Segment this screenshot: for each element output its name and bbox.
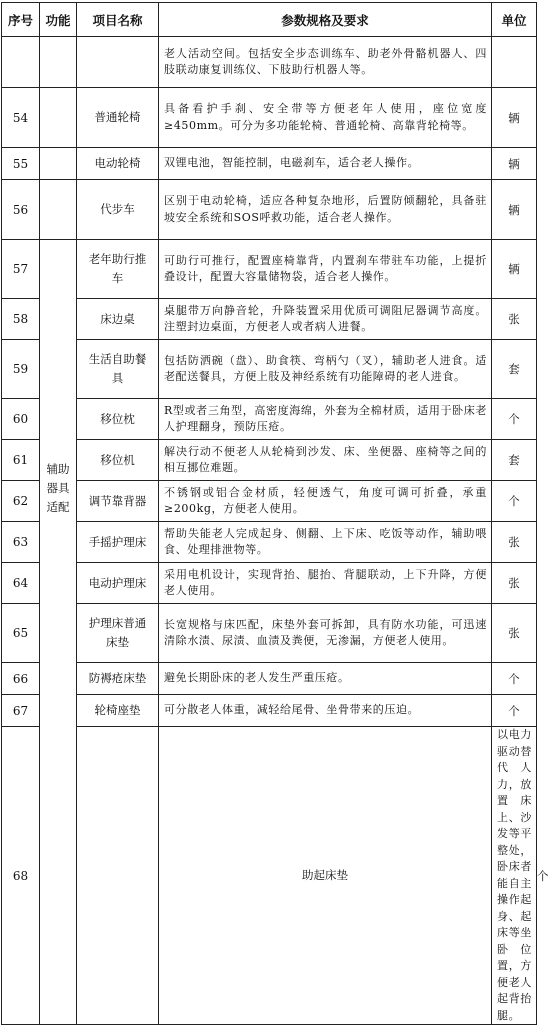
cell-unit: 个 <box>492 399 537 440</box>
cell-unit: 张 <box>492 563 537 604</box>
table-row <box>2 340 537 399</box>
table-row <box>2 522 537 563</box>
cell-spec: 双锂电池，智能控制，电磁刹车，适合老人操作。 <box>159 148 492 180</box>
cell-spec: 区别于电动轮椅，适应各种复杂地形，后置防倾翻轮，具备驻坡安全系统和SOS呼救功能，适合老人操作。 <box>159 180 492 240</box>
table-header-row <box>2 3 537 37</box>
cell-seq: 68 <box>2 727 40 1025</box>
cell-name: 床边桌 <box>77 299 159 340</box>
cell-unit: 套 <box>492 440 537 481</box>
cell-name: 移位机 <box>77 440 159 481</box>
cell-unit: 辆 <box>492 180 537 240</box>
table-row <box>2 604 537 663</box>
cell-spec: 老人活动空间。包括安全步态训练车、助老外骨骼机器人、四肢联动康复训练仪、下肢助行机器人等。 <box>159 37 492 88</box>
cell-spec: 可分散老人体重，减轻给尾骨、坐骨带来的压迫。 <box>159 695 492 727</box>
cell-name: 电动轮椅 <box>77 148 159 180</box>
cell-unit: 个 <box>492 663 537 695</box>
cell-seq: 62 <box>2 481 40 522</box>
cell-seq: 56 <box>2 180 40 240</box>
cell-spec: 具备看护手刹、安全带等方便老年人使用，座位宽度≥450mm。可分为多功能轮椅、普通轮椅、高靠背轮椅等。 <box>159 88 492 148</box>
table-row <box>2 440 537 481</box>
cell-spec: 桌腿带万向静音轮，升降装置采用优质可调阻尼器调节高度。注塑封边桌面，方便老人或者病人进餐。 <box>159 299 492 340</box>
table-row <box>2 563 537 604</box>
cell-function-group <box>40 240 77 1025</box>
table-row <box>2 240 537 299</box>
table-row <box>2 148 537 180</box>
cell-name: 护理床普通床垫 <box>77 604 159 663</box>
document-page <box>1 2 549 1025</box>
cell-seq: 64 <box>2 563 40 604</box>
header-spec: 参数规格及要求 <box>159 3 492 37</box>
function-group-label: 辅助器具适配 <box>46 462 70 514</box>
cell-name: 移位枕 <box>77 399 159 440</box>
cell-seq: 66 <box>2 663 40 695</box>
cell-seq: 58 <box>2 299 40 340</box>
header-item-name: 项目名称 <box>77 3 159 37</box>
cell-name: 助起床垫 <box>159 727 492 1025</box>
cell-seq-empty <box>2 37 40 88</box>
cell-unit: 套 <box>492 340 537 399</box>
cell-function-empty <box>40 148 77 180</box>
cell-name-empty <box>77 37 159 88</box>
cell-function-empty <box>40 180 77 240</box>
cell-seq: 63 <box>2 522 40 563</box>
cell-seq: 60 <box>2 399 40 440</box>
cell-unit: 个 <box>492 481 537 522</box>
table-row <box>2 299 537 340</box>
cell-unit: 辆 <box>492 88 537 148</box>
table-row <box>2 399 537 440</box>
cell-unit: 张 <box>492 604 537 663</box>
cell-name: 轮椅座垫 <box>77 695 159 727</box>
cell-spec: 长宽规格与床匹配，床垫外套可拆卸，具有防水功能，可迅速清除水渍、尿渍、血渍及粪便，无渗漏，方便老人使用。 <box>159 604 492 663</box>
cell-spec: 可助行可推行，配置座椅靠背，内置刹车带驻车功能，上提折叠设计，配置大容量储物袋，适合老人操作。 <box>159 240 492 299</box>
cell-spec: R型或者三角型，高密度海绵，外套为全棉材质，适用于卧床老人护理翻身，预防压疮。 <box>159 399 492 440</box>
cell-name: 防褥疮床垫 <box>77 663 159 695</box>
cell-name: 普通轮椅 <box>77 88 159 148</box>
cell-seq: 61 <box>2 440 40 481</box>
cell-unit: 辆 <box>492 148 537 180</box>
header-seq: 序号 <box>2 3 40 37</box>
table-row <box>2 695 537 727</box>
cell-seq: 55 <box>2 148 40 180</box>
equipment-spec-table <box>1 2 549 1025</box>
cell-seq: 65 <box>2 604 40 663</box>
cell-spec: 解决行动不便老人从轮椅到沙发、床、坐便器、座椅等之间的相互挪位难题。 <box>159 440 492 481</box>
cell-name: 电动护理床 <box>77 563 159 604</box>
table-row: 68 助起床垫 以电力驱动替代人力，放置床上、沙发等平整处，卧床者能自主操作起身、起床等坐卧位置，方便老人起背抬腿。 个 <box>2 727 537 1025</box>
cell-spec: 不锈钢或铝合金材质，轻便透气，角度可调可折叠，承重≥200kg，方便老人使用。 <box>159 481 492 522</box>
header-unit: 单位 <box>492 3 537 37</box>
cell-name: 老年助行推车 <box>77 240 159 299</box>
header-function: 功能 <box>40 3 77 37</box>
cell-spec: 以电力驱动替代人力，放置床上、沙发等平整处，卧床者能自主操作起身、起床等坐卧位置，方便老人起背抬腿。 <box>492 727 537 1025</box>
table-row-continued <box>2 37 537 88</box>
table-row <box>2 180 537 240</box>
cell-seq: 54 <box>2 88 40 148</box>
cell-function-empty <box>40 88 77 148</box>
cell-spec: 帮助失能老人完成起身、侧翻、上下床、吃饭等动作，辅助喂食、处理排泄物等。 <box>159 522 492 563</box>
cell-unit: 张 <box>492 299 537 340</box>
cell-seq: 67 <box>2 695 40 727</box>
cell-function-empty <box>77 727 159 1025</box>
cell-seq: 57 <box>2 240 40 299</box>
cell-name: 调节靠背器 <box>77 481 159 522</box>
cell-unit: 辆 <box>492 240 537 299</box>
table-row <box>2 481 537 522</box>
cell-name: 代步车 <box>77 180 159 240</box>
cell-unit: 张 <box>492 522 537 563</box>
cell-function-empty <box>40 37 77 88</box>
cell-spec: 包括防洒碗（盘）、助食筷、弯柄勺（叉），辅助老人进食。适老配送餐具，方便上肢及神经系统有功能障碍的老人进食。 <box>159 340 492 399</box>
cell-unit: 个 <box>492 695 537 727</box>
cell-spec: 采用电机设计，实现背抬、腿抬、背腿联动，上下升降，方便老人使用。 <box>159 563 492 604</box>
cell-seq: 59 <box>2 340 40 399</box>
cell-spec: 避免长期卧床的老人发生严重压疮。 <box>159 663 492 695</box>
table-row <box>2 663 537 695</box>
table-row <box>2 88 537 148</box>
cell-name: 手摇护理床 <box>77 522 159 563</box>
cell-unit-empty <box>492 37 537 88</box>
cell-name: 生活自助餐具 <box>77 340 159 399</box>
